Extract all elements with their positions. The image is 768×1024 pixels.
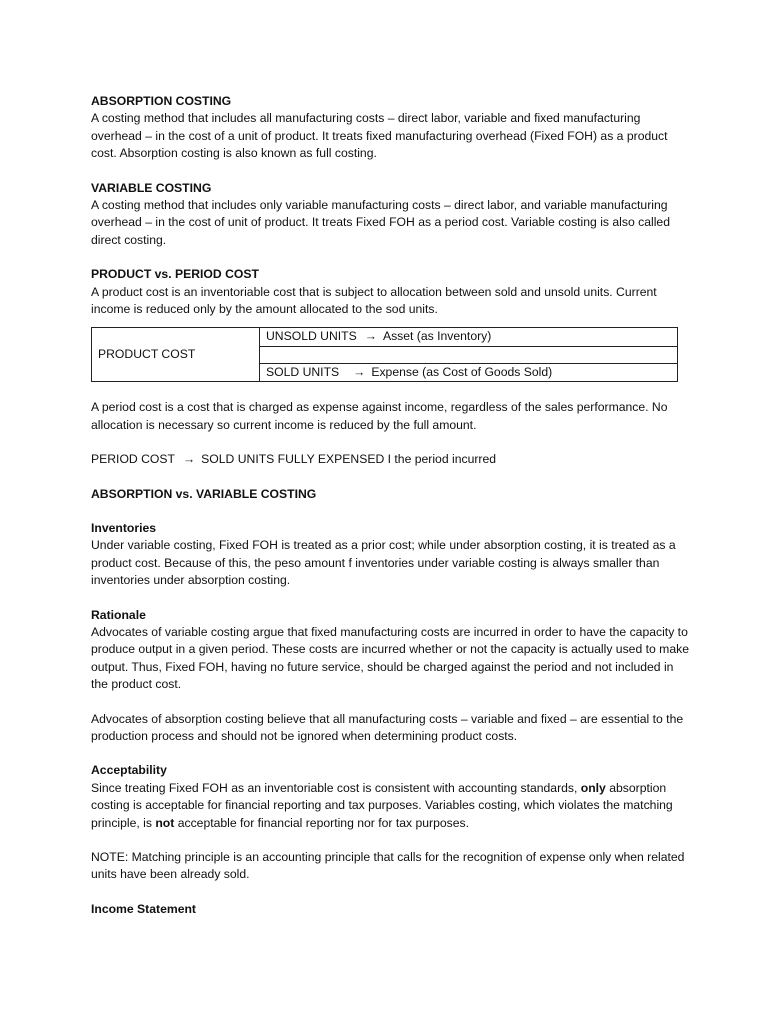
spacer <box>91 318 691 327</box>
spacer <box>91 884 691 901</box>
acceptability-text <box>91 780 691 832</box>
spacer <box>91 249 691 266</box>
absorption-costing-heading: ABSORPTION COSTING <box>91 94 232 108</box>
period-cost-text: A period cost is a cost that is charged as expense against income, regardless of the sales performance. No allocation is necessary so current income is reduced by the full amount. <box>91 400 668 432</box>
empty-cell <box>260 346 678 363</box>
acceptability-text-part: absorption costing is acceptable for financial reporting and tax purposes. Variables costing, which violates the matching principle, is <box>91 780 673 830</box>
sold-units-value: Expense (as Cost of Goods Sold) <box>371 364 553 379</box>
document-page <box>91 93 691 918</box>
sold-units-label: SOLD UNITS <box>266 364 340 379</box>
acceptability-heading: Acceptability <box>91 763 167 778</box>
rationale-text-2: Advocates of absorption costing believe that all manufacturing costs – variable and fixed – are essential to the production process and should not be ignored when determining product costs. <box>91 711 684 743</box>
spacer <box>91 434 691 451</box>
unsold-units-cell <box>260 328 678 346</box>
product-cost-table <box>91 327 678 382</box>
sold-units-cell <box>260 363 678 381</box>
spacer <box>91 163 691 180</box>
rationale-text-1: Advocates of variable costing argue that fixed manufacturing costs are incurred in order to have the capacity to produce output in a given period. These costs are incurred whether or not the capacity is actually used to make output. Thus, Fixed FOH, having no future service, should be charged against the period and not included in the product cost. <box>91 624 689 692</box>
product-vs-period-heading: PRODUCT vs. PERIOD COST <box>91 267 259 282</box>
variable-costing-text: A costing method that includes only variable manufacturing costs – direct labor, and variable manufacturing overhead – in the cost of unit of product. It treats Fixed FOH as a period cost. Variable costing is also called direct costing. <box>91 198 670 247</box>
absorption-vs-variable-heading: ABSORPTION vs. VARIABLE COSTING <box>91 486 317 501</box>
spacer <box>91 382 691 399</box>
arrow-right-icon: → <box>364 329 377 344</box>
product-cost-cell: PRODUCT COST <box>92 328 260 382</box>
product-cost-text: A product cost is an inventoriable cost that is subject to allocation between sold and unsold units. Current income is reduced only by the amount allocated to the sod units. <box>91 284 657 317</box>
arrow-right-icon: → <box>182 452 196 467</box>
absorption-costing-text: A costing method that includes all manufacturing costs – direct labor, variable and fixed manufacturing overhead – in the cost of a unit of product. It treats fixed manufacturing overhead (Fixed FOH) as a product cost. Absorption costing is also known as full costing. <box>91 111 668 161</box>
acceptability-text-part: acceptable for financial reporting nor for tax purposes. <box>174 815 470 830</box>
acceptability-emphasis-not: not <box>155 815 175 830</box>
income-statement-heading: Income Statement <box>91 901 196 916</box>
inventories-text: Under variable costing, Fixed FOH is treated as a prior cost; while under absorption costing, it is treated as a product cost. Because of this, the peso amount f inventories under variable costing is always smaller than inventories under absorption costing. <box>91 538 676 588</box>
rationale-heading: Rationale <box>91 607 146 622</box>
matching-principle-note: NOTE: Matching principle is an accounting principle that calls for the recognition of expense only when related units have been already sold. <box>91 850 685 882</box>
unsold-units-label: UNSOLD UNITS <box>266 329 357 344</box>
period-cost-line <box>91 451 691 468</box>
period-cost-result: SOLD UNITS FULLY EXPENSED I the period incurred <box>201 452 497 467</box>
spacer <box>91 590 691 607</box>
variable-costing-heading: VARIABLE COSTING <box>91 180 212 195</box>
acceptability-emphasis-only: only <box>580 780 606 795</box>
spacer <box>91 469 691 486</box>
arrow-right-icon: → <box>353 364 366 379</box>
acceptability-text-part: Since treating Fixed FOH as an inventoriable cost is consistent with accounting standards, <box>91 780 581 795</box>
period-cost-label: PERIOD COST <box>91 452 175 467</box>
spacer <box>91 832 691 849</box>
unsold-units-value: Asset (as Inventory) <box>382 329 492 344</box>
spacer <box>91 745 691 762</box>
spacer <box>91 694 691 711</box>
inventories-heading: Inventories <box>91 520 157 535</box>
spacer <box>91 503 691 520</box>
